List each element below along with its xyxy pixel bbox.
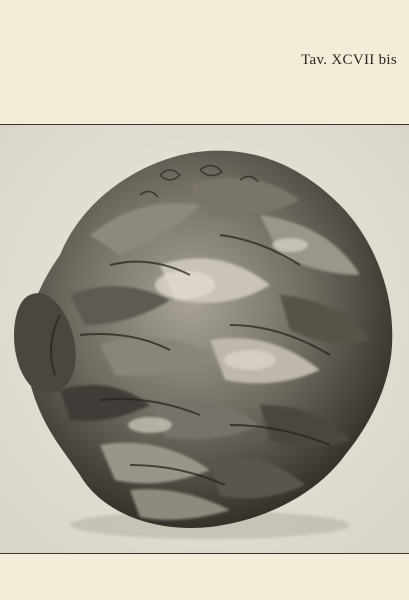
photograph-frame: [0, 124, 409, 554]
mushroom-cluster-photograph: [0, 125, 409, 553]
plate-number-label: Tav. XCVII bis: [301, 52, 397, 68]
